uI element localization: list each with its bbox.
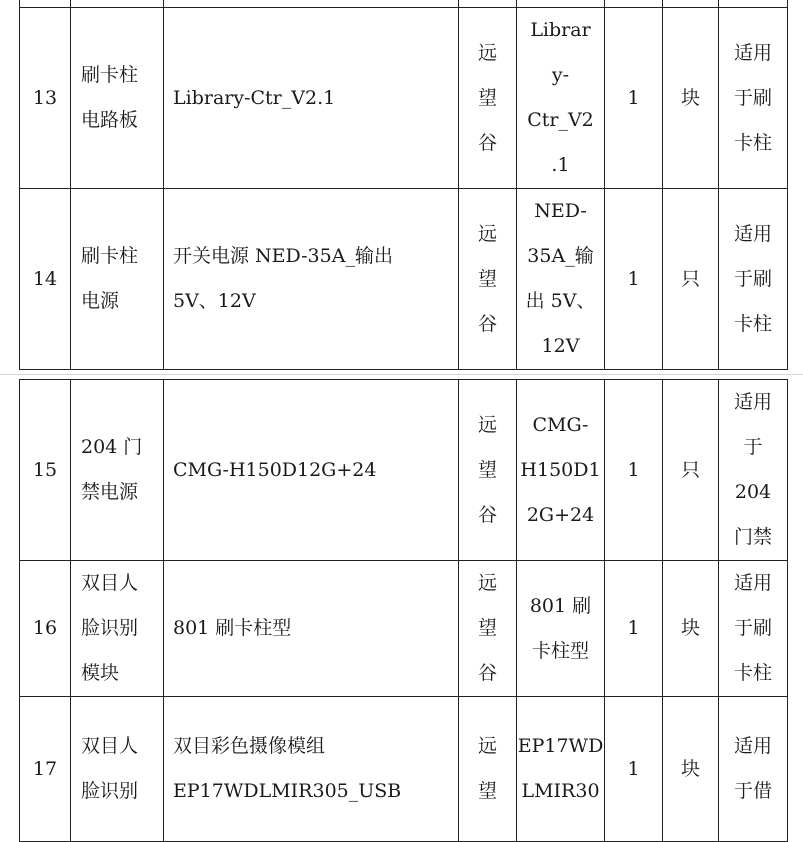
cell-model: 801 刷 卡柱型 (517, 561, 605, 697)
cell-unit: 块 (663, 561, 719, 697)
cell-model: Librar y- Ctr_V2 .1 (517, 8, 605, 189)
cell-supplier: 远 望 谷 (459, 189, 517, 370)
table-row-stub (20, 0, 788, 8)
table-row (20, 697, 788, 842)
cell-supplier: 远 望 (459, 697, 517, 842)
cell-spec: CMG-H150D12G+24 (164, 380, 459, 561)
cell-note: 适用 于借 (719, 697, 788, 842)
cell-name: 刷卡柱 电路板 (71, 8, 164, 189)
cell-quantity: 1 (605, 8, 663, 189)
cell-unit: 只 (663, 380, 719, 561)
cell-note: 适用 于刷 卡柱 (719, 8, 788, 189)
page-break-line (0, 374, 803, 375)
cell-note: 适用 于刷 卡柱 (719, 561, 788, 697)
cell-number: 13 (20, 8, 71, 189)
cell-model: NED- 35A_输 出 5V、 12V (517, 189, 605, 370)
cell-supplier: 远 望 谷 (459, 380, 517, 561)
cell-spec: 开关电源 NED-35A_输出 5V、12V (164, 189, 459, 370)
cell-quantity: 1 (605, 561, 663, 697)
table-row (20, 561, 788, 697)
table-row (20, 380, 788, 561)
cell-model: CMG- H150D1 2G+24 (517, 380, 605, 561)
cell-quantity: 1 (605, 189, 663, 370)
cell-quantity: 1 (605, 380, 663, 561)
cell-supplier: 远 望 谷 (459, 561, 517, 697)
cell-note: 适用 于刷 卡柱 (719, 189, 788, 370)
cell-note: 适用 于 204 门禁 (719, 380, 788, 561)
cell-name: 双目人 脸识别 (71, 697, 164, 842)
cell-name: 刷卡柱 电源 (71, 189, 164, 370)
cell-spec: Library-Ctr_V2.1 (164, 8, 459, 189)
cell-spec: 801 刷卡柱型 (164, 561, 459, 697)
cell-name: 双目人 脸识别 模块 (71, 561, 164, 697)
cell-quantity: 1 (605, 697, 663, 842)
cell-unit: 块 (663, 8, 719, 189)
table-row (20, 189, 788, 370)
equipment-table-page-top (19, 0, 788, 370)
table-row (20, 8, 788, 189)
cell-unit: 只 (663, 189, 719, 370)
cell-number: 16 (20, 561, 71, 697)
equipment-table-page-bottom (19, 379, 788, 842)
cell-supplier: 远 望 谷 (459, 8, 517, 189)
cell-name: 204 门 禁电源 (71, 380, 164, 561)
cell-number: 15 (20, 380, 71, 561)
cell-model: EP17WD LMIR30 (517, 697, 605, 842)
cell-unit: 块 (663, 697, 719, 842)
cell-number: 14 (20, 189, 71, 370)
cell-spec: 双目彩色摄像模组 EP17WDLMIR305_USB (164, 697, 459, 842)
cell-number: 17 (20, 697, 71, 842)
